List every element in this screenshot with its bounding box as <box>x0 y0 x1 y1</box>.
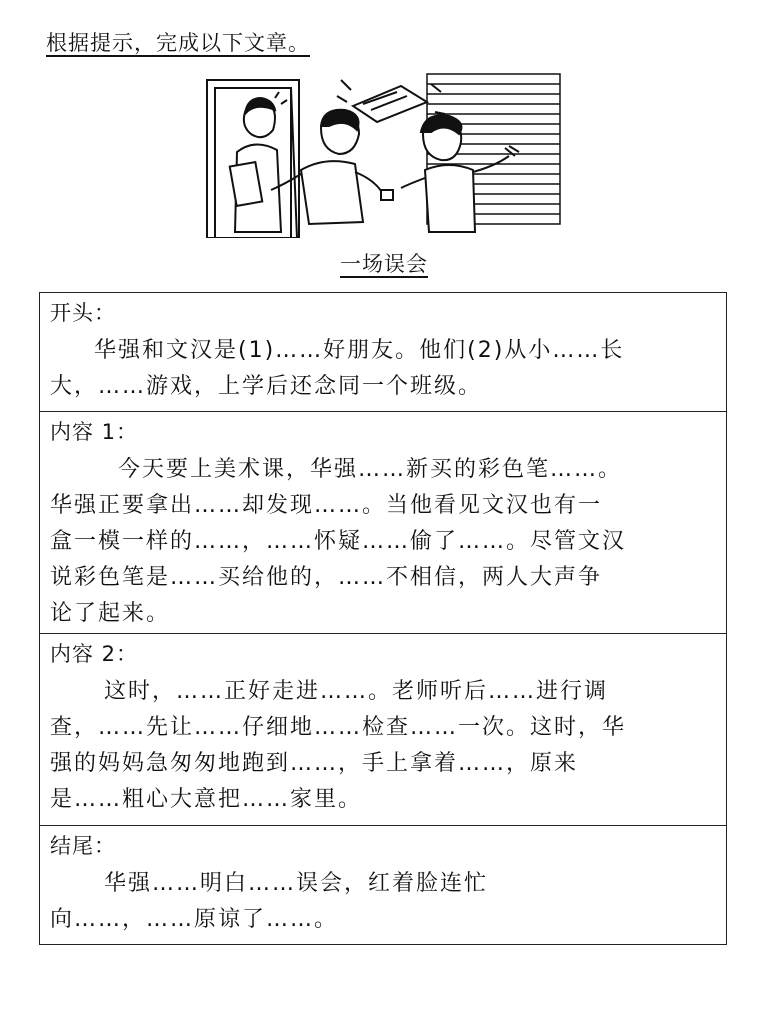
section-label: 开头： <box>50 301 116 325</box>
section-label: 结尾： <box>50 834 116 858</box>
text-line: 盒一模一样的……，……怀疑……偷了……。尽管文汉 <box>50 529 627 554</box>
section-label: 内容 1： <box>50 420 139 444</box>
section-text <box>50 452 714 632</box>
text-line: 是……粗心大意把……家里。 <box>50 787 363 812</box>
text-line: 强的妈妈急匆匆地跑到……，手上拿着……，原来 <box>50 751 579 776</box>
text-line: 华强……明白……误会，红着脸连忙 <box>104 871 489 896</box>
text-line: 今天要上美术课，华强……新买的彩色笔……。 <box>118 457 623 482</box>
text-line: 大，……游戏，上学后还念同一个班级。 <box>50 374 483 399</box>
section-content-2 <box>40 634 726 826</box>
section-ending <box>40 826 726 944</box>
text-line: 论了起来。 <box>50 601 171 626</box>
teacher-figure-icon <box>230 92 287 232</box>
text-line: 华强正要拿出……却发现……。当他看见文汉也有一 <box>50 493 603 518</box>
text-line: 这时，……正好走进……。老师听后……进行调 <box>104 679 609 704</box>
section-label: 内容 2： <box>50 642 139 666</box>
essay-outline-box <box>39 292 727 945</box>
text-line: 向……，……原谅了……。 <box>50 907 339 932</box>
text-line: 查，……先让……仔细地……检查……一次。这时，华 <box>50 715 627 740</box>
section-content-1 <box>40 412 726 634</box>
instruction-text: 根据提示，完成以下文章。 <box>46 31 310 55</box>
section-text <box>50 866 714 938</box>
text-line: 华强和文汉是(1)……好朋友。他们(2)从小……长 <box>94 338 625 363</box>
text-line: 说彩色笔是……买给他的，……不相信，两人大声争 <box>50 565 603 590</box>
essay-title: 一场误会 <box>340 252 428 276</box>
section-text <box>50 674 714 818</box>
misunderstanding-illustration <box>205 72 562 238</box>
boy-huaqiang-icon <box>271 110 393 224</box>
section-opening <box>40 293 726 412</box>
section-text <box>50 333 714 405</box>
